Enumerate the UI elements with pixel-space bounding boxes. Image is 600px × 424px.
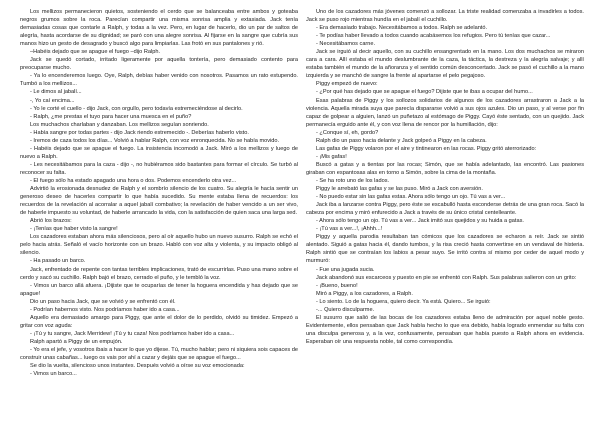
paragraph: Piggy y aquella parodia resultaban tan cómicos que los cazadores se echaron a reír. Jack se sintió alentado. Siguió a gatas hacia él, dando tumbos, y la risa creció hasta convertirse en un vendaval de histeria. Ralph sintió que se contraían los labios a pesar suyo. Se irritó contra sí mismo por ceder de aquel modo y murmuró:: [306, 234, 584, 265]
paragraph: - Ralph, ¿me prestas el tuyo para hacer una muesca en el puño?: [30, 113, 192, 120]
paragraph: - No puedo estar sin las gafas estas. Ahora sólo tengo un ojo. Tú vas a ver...: [316, 194, 506, 201]
paragraph: Jack iba a lanzarse contra Piggy, pero éste se escabulló hasta esconderse detrás de una gran roca. Sacó la cabeza por encima y miró enfurecido a Jack a través de su único cristal centelleante.: [306, 202, 584, 217]
paragraph: - Se ha roto uno de los lados.: [316, 177, 390, 184]
paragraph: Abrió los brazos:: [30, 218, 72, 225]
left-text-column: [20, 8, 298, 378]
paragraph: - Vimos un barco allá afuera. ¡Dijiste que te ocuparías de tener la hoguera encendida y has dejado que se apague!: [20, 282, 298, 297]
paragraph: - Yo le corté el cuello - dijo Jack, con orgullo, pero todavía estremeciéndose al decirlo.: [30, 105, 243, 112]
paragraph: - Había sangre por todas partes - dijo Jack riendo estremecido -. Deberías haberlo visto.: [30, 129, 249, 136]
paragraph: - Fue una jugada sucia.: [316, 266, 375, 273]
paragraph: - Habéis dejado que se apague el fuego. La insistencia incomodó a Jack. Miró a los mellizos y luego de nuevo a Ralph.: [20, 145, 298, 160]
paragraph: -, Yo caí encima...: [30, 97, 75, 104]
paragraph: Los muchachos charlaban y danzaban. Los mellizos seguían sonriendo.: [30, 121, 209, 128]
paragraph: - ¡Tenías que haber visto la sangre!: [30, 226, 118, 233]
paragraph: Aquello era demasiado amargo para Piggy, que ante el dolor de lo perdido, olvidó su timidez. Empezó a gritar con voz aguda:: [20, 314, 298, 329]
paragraph: - Era demasiado trabajo. Necesitábamos a todos. Ralph se adelantó.: [316, 25, 488, 32]
paragraph: Dio un paso hacia Jack, que se volvió y se enfrentó con él.: [30, 298, 176, 305]
paragraph: El susurro que salió de las bocas de los cazadores estaba lleno de admiración por aquel noble gesto. Evidentemente, ellos pensaban que Jack había hecho lo que era debido, había logrado enmendar su falta con una disculpa generosa y, a la vez, confusamente, pensaban que había puesto a Ralph ahora en evidencia. Esperaban oír una respuesta noble, tal como correspondía.: [306, 314, 584, 345]
paragraph: Jack se irguió al decir aquello, con su cuchillo ensangrentado en la mano. Los dos muchachos se miraron cara a cara. Allí estaba el mundo deslumbrante de la caza, la táctica, la destreza y la alegría salvaje; y allí estaba también el mundo de la añoranza y el sentido común desconcertado. Jack se pasó el cuchillo a la mano izquierda y se manchó de sangre la frente al apartarse el pelo pegajoso.: [306, 49, 584, 80]
paragraph: - Iremos de caza todos los días... Volvió a hablar Ralph, con voz enronquecida. No se había movido.: [30, 137, 280, 144]
paragraph: Esas palabras de Piggy y los sollozos solidarios de algunos de los cazadores arrastraron a Jack a la violencia. Aquella mirada suya que parecía dispararse volvió a sus ojos azules. Dio un paso, y al verse por fin capaz de golpear a alguien, lanzó un puñetazo al estómago de Piggy. Cayó éste sentado, con un quejido. Jack permanecía erguido ante él, y con voz llena de rencor por la humillación, dijo:: [306, 97, 584, 128]
paragraph: Piggy empezó de nuevo:: [316, 81, 378, 88]
paragraph: - Ya lo encenderemos luego. Oye, Ralph, debías haber venido con nosotros. Pasamos un rato estupendo. Tumbó a los mellizos...: [20, 73, 298, 88]
paragraph: Se dio la vuelta, silencioso unos instantes. Después volvió a oírse su voz emocionada:: [30, 363, 245, 370]
paragraph: - Vimos un barco...: [30, 371, 77, 378]
paragraph: Las gafas de Piggy volaron por el aire y tintinearon en las rocas. Piggy gritó aterrorizado:: [316, 145, 537, 152]
paragraph: Jack abandonó sus escarceos y puesto en pie se enfrentó con Ralph. Sus palabras salieron con un grito:: [316, 274, 577, 281]
paragraph: Uno de los cazadores más jóvenes comenzó a sollozar. La triste realidad comenzaba a invadirles a todos. Jack se puso rojo mientras hundía en el jabalí el cuchillo.: [306, 9, 584, 24]
paragraph: Los cazadores estaban ahora más silenciosos, pero al oír aquello hubo un nuevo susurro. Ralph se echó el pelo hacia atrás. Señaló el vacío horizonte con un brazo. Habló con voz alta y violenta, y su impacto obligó al silencio.: [20, 234, 298, 257]
paragraph: - ¿Por qué has dejado que se apague el fuego? Dijiste que te ibas a ocupar del humo...: [316, 89, 533, 96]
paragraph: Jack, enfrentado de repente con tantas terribles implicaciones, trató de escurrirlas. Puso una mano sobre el cerdo y sacó su cuchillo. Ralph bajó el brazo, cerrado el puño, y le tembló la voz.: [20, 266, 298, 281]
paragraph: - Ahora sólo tengo un ojo. Tú vas a ver... Jack imitó sus quejidos y su huida a gatas.: [316, 218, 524, 225]
paragraph: - Le dimos al jabalí...: [30, 89, 82, 96]
paragraph: - Ha pasado un barco.: [30, 258, 86, 265]
paragraph: Los mellizos permanecieron quietos, sosteniendo el cerdo que se balanceaba entre ambos y goteaba negros grumos sobre la roca. Parecían compartir una misma sonrisa amplia y extasiada. Jack tenía demasiadas cosas que contarle a Ralph, y todas a la vez. Pero, en lugar de hacerlo, dio un par de saltos de alegría, hasta acordarse de su dignidad; se paró con una alegre sonrisa. Al fijarse en la sangre que cubría sus manos hizo un gesto de desagrado y buscó algo para limpiarlas. Las frotó en sus pantalones y rió.: [20, 9, 298, 48]
paragraph: Miró a Piggy, a los cazadores, a Ralph.: [316, 290, 413, 297]
paragraph: –Habéis dejado que se apague el fuego –dijo Ralph.: [30, 49, 161, 56]
paragraph: - ¿Conque sí, eh, gordo?: [316, 129, 379, 136]
paragraph: Piggy le arrebató las gafas y se las puso. Miró a Jack con aversión.: [316, 186, 483, 193]
paragraph: - El fuego sólo ha estado apagado una hora o dos. Podemos encenderlo otra vez...: [30, 177, 237, 184]
paragraph: -... Quiero disculparme.: [316, 306, 375, 313]
paragraph: - Necesitábamos carne.: [316, 41, 376, 48]
paragraph: Ralph dio un paso hacia delante y Jack golpeó a Piggy en la cabeza.: [316, 137, 487, 144]
paragraph: - Yo era el jefe, y vosotros ibais a hacer lo que yo dijese. Tú, mucho hablar; pero ni siquiera sois capaces de construir unas cabañas... luego os vais por ahí a cazar y dejáis que se apague el fuego...: [20, 346, 298, 362]
paragraph: Ralph apartó a Piggy de un empujón.: [30, 338, 123, 345]
right-text-column: [306, 8, 584, 346]
paragraph: Jack se quedó cortado, irritado ligeramente por aquella tontería, pero demasiado contento para preocuparse mucho.: [20, 57, 298, 72]
paragraph: - Te podías haber llevado a todos cuando acabásemos los refugios. Pero tú tenías que cazar...: [316, 33, 551, 40]
paragraph: - ¡Mis gafas!: [316, 153, 347, 160]
paragraph: - ¡Tú vas a ver...!, ¡Ahhh...!: [316, 226, 383, 233]
paragraph: - Lo siento. Lo de la hoguera, quiero decir. Ya está. Quiero... Se irguió:: [316, 298, 491, 305]
paragraph: Advirtió la erosionada desnudez de Ralph y el sombrío silencio de los cuatro. Su alegría le hacía sentir un generoso deseo de hacerles compartir lo que había sucedido. Su mente estaba llena de recuerdos: los recuerdos de la revelación al acorralar a aquel jabalí combativo; la revelación de haber vencido a un ser vivo, de haberle impuesto su voluntad, de haberle arrancado la vida, con la satisfacción de quien saca una larga sed.: [20, 186, 298, 217]
paragraph: - Les necesitábamos para la caza - dijo -, no hubiéramos sido bastantes para formar el círculo. Se turbó al reconocer su falta.: [20, 161, 298, 176]
paragraph: Buscó a gatas y a tientas por las rocas; Simón, que se había adelantado, las encontró. Las pasiones giraban con espantosas alas en torno a Simón, sobre la cima de la montaña.: [306, 161, 584, 176]
paragraph: - ¡Tú y tu sangre, Jack Merridew! ¡Tú y tu caza! Nos podríamos haber ido a casa...: [30, 330, 235, 337]
paragraph: - ¡Bueno, bueno!: [316, 282, 358, 289]
paragraph: - Podrían habernos visto. Nos podríamos haber ido a casa...: [30, 306, 180, 313]
